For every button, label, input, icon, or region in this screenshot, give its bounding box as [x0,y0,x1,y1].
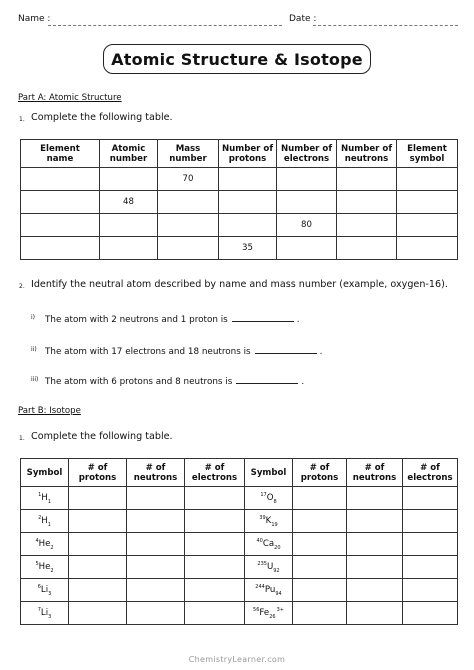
table-cell[interactable] [347,487,403,510]
table-row [21,579,458,602]
element-symbol: K [265,515,272,526]
table-cell[interactable] [337,214,397,237]
table-cell[interactable] [127,533,185,556]
item-period: . [296,315,300,325]
element-symbol: O [266,492,274,503]
atomic-number: 3 [48,613,52,620]
footer-brand: ChemistryLearner.com [188,655,286,664]
column-header-line: # of [309,462,330,473]
element-symbol: He [38,561,51,572]
column-header-line: neutrons [133,472,178,483]
column-header-line: electrons [191,472,238,483]
column-header [69,459,127,487]
isotope-table [20,458,458,625]
isotope-symbol [21,533,69,556]
table-cell[interactable] [397,237,458,260]
answer-blank[interactable] [255,343,317,354]
mass-number: 6 [37,583,41,590]
table-cell[interactable] [277,237,337,260]
table-cell[interactable] [219,191,277,214]
table-cell[interactable] [347,579,403,602]
table-cell[interactable] [21,237,100,260]
table-row [21,487,458,510]
column-header-line: number [169,153,207,164]
table-cell[interactable] [397,191,458,214]
item-sentence [45,343,322,357]
table-cell[interactable] [185,510,245,533]
column-header-line: Number of [221,143,274,154]
column-header [245,459,293,487]
table-cell[interactable] [337,168,397,191]
table-cell[interactable] [185,533,245,556]
table-cell[interactable] [100,214,158,237]
table-cell[interactable] [100,237,158,260]
table-cell[interactable] [347,602,403,625]
isotope-symbol [21,579,69,602]
name-label: Name : [18,14,51,24]
item-number: i) [31,314,36,321]
isotope-symbol [245,602,293,625]
atomic-number: 1 [47,521,51,528]
table-cell[interactable] [219,214,277,237]
table-cell[interactable] [397,168,458,191]
column-header-line: Number of [280,143,333,154]
table-cell[interactable] [158,214,219,237]
table-cell[interactable] [69,579,127,602]
column-header [293,459,347,487]
mass-number: 40 [256,537,263,544]
column-header-line: protons [78,472,117,483]
table-cell[interactable] [185,487,245,510]
table-cell[interactable] [185,579,245,602]
mass-number: 2 [38,514,42,521]
table-cell[interactable] [127,556,185,579]
column-header [403,459,458,487]
isotope-symbol [245,533,293,556]
element-symbol: H [41,492,48,503]
table-row [21,191,458,214]
column-header [21,140,100,168]
column-header-line: # of [420,462,440,473]
worksheet-title: Atomic Structure & Isotope [103,44,371,74]
column-header [277,140,337,168]
table-cell[interactable] [403,510,458,533]
part-b-heading: Part B: Isotope [18,406,81,416]
column-header-line: # of [145,462,166,473]
element-symbol: U [266,561,274,572]
table-row [21,214,458,237]
column-header [127,459,185,487]
table-cell[interactable] [347,556,403,579]
table-cell[interactable] [403,579,458,602]
table-cell[interactable] [21,191,100,214]
element-symbol: Ca [262,538,275,549]
column-header [347,459,403,487]
column-header [219,140,277,168]
mass-number: 39 [259,514,266,521]
item-sentence [45,311,300,325]
table-cell[interactable]: 80 [277,214,337,237]
isotope-symbol [21,556,69,579]
column-header [185,459,245,487]
atomic-number: 94 [275,590,282,597]
table-row [21,510,458,533]
isotope-symbol [245,487,293,510]
column-header-line: Number of [340,143,393,154]
table-cell[interactable] [277,191,337,214]
table-header-row [21,459,458,487]
table-cell[interactable] [69,487,127,510]
table-cell[interactable] [69,510,127,533]
isotope-symbol [21,602,69,625]
element-symbol: Li [40,607,49,618]
atomic-number: 1 [47,498,51,505]
table-cell[interactable] [185,602,245,625]
element-symbol: Li [40,584,49,595]
column-header-line: Symbol [26,467,63,478]
mass-number: 17 [260,491,267,498]
column-header-line: Element [40,143,80,154]
table-cell[interactable] [100,168,158,191]
part-a-q2-text: Identify the neutral atom described by name and mass number (example, oxygen-16). [31,279,448,290]
part-a-q1-text: Complete the following table. [31,112,173,123]
atomic-number: 20 [274,544,281,551]
column-header-line: # of [364,462,385,473]
answer-blank[interactable] [232,311,294,322]
column-header-line: electrons [283,153,330,164]
table-cell[interactable] [158,191,219,214]
atomic-number: 3 [48,590,52,597]
table-cell[interactable] [293,556,347,579]
name-line[interactable] [48,25,282,26]
table-cell[interactable] [403,533,458,556]
column-header-line: Symbol [250,467,287,478]
date-label: Date : [289,14,317,24]
table-cell[interactable] [337,237,397,260]
column-header-line: symbol [409,153,445,164]
atomic-number: 2 [50,544,54,551]
column-header-line: number [109,153,148,164]
part-b-q1-number: 1. [19,435,25,442]
table-cell[interactable] [347,533,403,556]
table-cell[interactable] [219,168,277,191]
table-row [21,237,458,260]
table-cell[interactable] [21,168,100,191]
atomic-number: 8 [273,498,277,505]
column-header [21,459,69,487]
item-text: The atom with 6 protons and 8 neutrons is [45,377,233,387]
column-header-line: protons [300,472,339,483]
column-header [337,140,397,168]
item-number: ii) [31,346,37,353]
table-cell[interactable] [403,602,458,625]
item-period: . [319,347,323,357]
element-symbol: Pu [264,584,276,595]
isotope-symbol [21,487,69,510]
table-cell[interactable] [397,214,458,237]
table-cell[interactable] [347,510,403,533]
atomic-number: 26 [269,613,276,620]
date-line[interactable] [313,25,458,26]
table-cell[interactable] [293,487,347,510]
column-header [100,140,158,168]
element-symbol: Fe [259,607,270,618]
table-cell[interactable] [158,237,219,260]
column-header-line: # of [204,462,225,473]
table-cell[interactable] [403,487,458,510]
table-cell[interactable] [337,191,397,214]
atomic-number: 19 [271,521,278,528]
isotope-symbol [245,556,293,579]
table-cell[interactable] [403,556,458,579]
mass-number: 5 [35,560,39,567]
table-cell[interactable]: 35 [219,237,277,260]
column-header-line: neutrons [344,153,389,164]
atomic-structure-table [20,139,458,260]
item-text: The atom with 17 electrons and 18 neutrons is [45,347,251,357]
table-row [21,533,458,556]
table-cell[interactable]: 48 [100,191,158,214]
table-cell[interactable] [127,487,185,510]
table-row [21,168,458,191]
item-text: The atom with 2 neutrons and 1 proton is [45,315,228,325]
mass-number: 1 [38,491,42,498]
part-a-q2-number: 2. [19,283,25,290]
column-header-line: Atomic [111,143,146,154]
table-cell[interactable] [185,556,245,579]
table-cell[interactable] [69,533,127,556]
mass-number: 56 [253,606,260,613]
part-a-heading: Part A: Atomic Structure [18,93,122,103]
column-header-line: Mass [175,143,201,154]
element-symbol: H [41,515,48,526]
atomic-number: 92 [273,567,280,574]
table-row [21,556,458,579]
item-period: . [301,377,305,387]
column-header-line: # of [87,462,108,473]
ion-charge: 3+ [276,606,284,613]
answer-blank[interactable] [236,373,298,384]
column-header-line: Element [407,143,447,154]
table-cell[interactable] [277,168,337,191]
table-cell[interactable] [21,214,100,237]
mass-number: 7 [37,606,41,613]
mass-number: 244 [255,583,265,590]
mass-number: 235 [257,560,267,567]
part-a-q1-number: 1. [19,116,25,123]
table-header-row [21,140,458,168]
item-sentence [45,373,304,387]
table-cell[interactable] [293,602,347,625]
atomic-number: 2 [50,567,54,574]
table-cell[interactable] [69,556,127,579]
table-cell[interactable] [127,510,185,533]
column-header [397,140,458,168]
table-cell[interactable] [127,602,185,625]
mass-number: 4 [35,537,39,544]
table-cell[interactable] [293,510,347,533]
element-symbol: He [38,538,51,549]
column-header-line: neutrons [352,472,397,483]
isotope-symbol [21,510,69,533]
column-header-line: protons [228,153,267,164]
part-b-q1-text: Complete the following table. [31,431,173,442]
table-cell[interactable] [127,579,185,602]
table-cell[interactable] [293,533,347,556]
column-header [158,140,219,168]
item-number: iii) [31,376,39,383]
isotope-symbol [245,579,293,602]
table-cell[interactable]: 70 [158,168,219,191]
table-cell[interactable] [69,602,127,625]
table-row [21,602,458,625]
column-header-line: name [46,153,74,164]
column-header-line: electrons [407,472,453,483]
isotope-symbol [245,510,293,533]
table-cell[interactable] [293,579,347,602]
